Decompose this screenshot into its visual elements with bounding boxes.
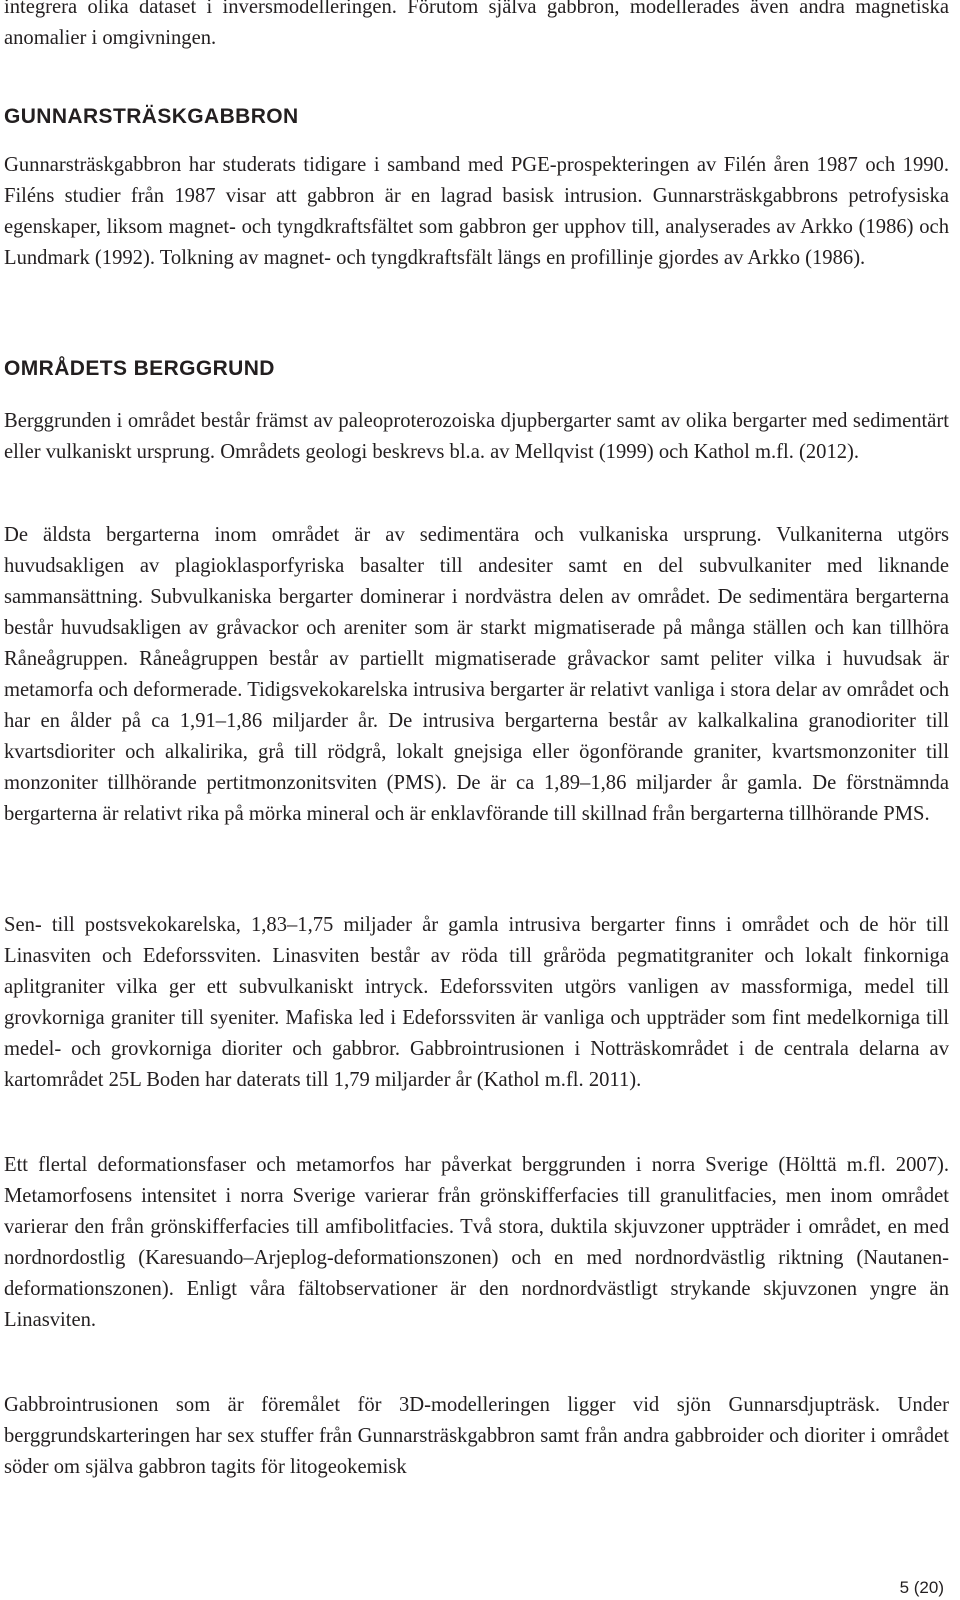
page-number: 5 (20) [899,1578,944,1597]
section-heading-gabbro: GUNNARSTRÄSKGABBRON [4,105,299,128]
section-heading-bedrock: OMRÅDETS BERGGRUND [4,357,275,380]
intro-paragraph: integrera olika dataset i inversmodelleringen. Förutom själva gabbron, modellerades även andra magnetiska anomalier i omgivningen. [4,0,949,49]
bedrock-paragraph-2: De äldsta bergarterna inom området är av sedimentära och vulkaniska ursprung. Vulkaniterna utgörs huvudsakligen av plagioklasporfyriska basalter till andesiter samt en del subvulkaniter med liknande sammansättning. Subvulkaniska bergarter dominerar i nordvästra delen av området. De sedimentära bergarterna består huvudsakligen av gråvackor och areniter som är starkt migmatiserade på många ställen och kan tillhöra Råneågruppen. Råneågruppen består av partiellt migmatiserade gråvackor samt peliter vilka i huvudsak är metamorfa och deformerade. Tidigsvekokarelska intrusiva bergarter är relativt vanliga i stora delar av området och har en ålder på ca 1,91–1,86 miljarder år. De intrusiva bergarterna består av kalkalkalina granodioriter till kvartsdioriter och alkalirika, grå till rödgrå, lokalt gnejsiga eller ögonförande graniter, kvartsmonzoniter till monzoniter tillhörande pertitmonzonitsviten (PMS). De är ca 1,89–1,86 miljarder år gamla. De förstnämnda bergarterna är relativt rika på mörka mineral och är enklavförande till skillnad från bergarterna tillhörande PMS. [4,524,949,825]
bedrock-paragraph-4: Ett flertal deformationsfaser och metamorfos har påverkat berggrunden i norra Sverige (Hölttä m.fl. 2007). Metamorfosens intensitet i norra Sverige varierar från grönskifferfacies till granulitfacies, men inom området varierar den från grönskifferfacies till amfibolitfacies. Två stora, duktila skjuvzoner uppträder i området, en med nordnordostlig (Karesuando–Arjeplog-deformationszonen) och en med nordnordvästlig riktning (Nautanen-deformationszonen). Enligt våra fältobservationer är den nordnordvästligt strykande skjuvzonen yngre än Linasviten. [4,1154,949,1331]
bedrock-paragraph-5: Gabbrointrusionen som är föremålet för 3D-modelleringen ligger vid sjön Gunnarsdjupträsk. Under berggrundskarteringen har sex stuffer från Gunnarsträskgabbron samt från andra gabbroider och dioriter i området söder om själva gabbron tagits för litogeokemisk [4,1394,949,1478]
gabbro-paragraph: Gunnarsträskgabbron har studerats tidigare i samband med PGE-prospekteringen av Filén åren 1987 och 1990. Filéns studier från 1987 visar att gabbron är en lagrad basisk intrusion. Gunnarsträskgabbrons petrofysiska egenskaper, liksom magnet- och tyngdkraftsfältet som gabbron ger upphov till, analyserades av Arkko (1986) och Lundmark (1992). Tolkning av magnet- och tyngdkraftsfält längs en profillinje gjordes av Arkko (1986). [4,154,949,269]
bedrock-paragraph-3: Sen- till postsvekokarelska, 1,83–1,75 miljader år gamla intrusiva bergarter finns i området och de hör till Linasviten och Edeforssviten. Linasviten består av röda till gråröda pegmatitgraniter och lokalt finkorniga aplitgraniter vilka ger ett subvulkaniskt intryck. Edeforssviten utgörs vanligen av massformiga, medel till grovkorniga graniter till syeniter. Mafiska led i Edeforssviten är vanliga och uppträder som fint medelkorniga till medel- och grovkorniga dioriter och gabbror. Gabbrointrusionen i Notträskområdet i de centrala delarna av kartområdet 25L Boden har daterats till 1,79 miljarder år (Kathol m.fl. 2011). [4,914,949,1091]
bedrock-paragraph-1: Berggrunden i området består främst av paleoproterozoiska djupbergarter samt av olika bergarter med sedimentärt eller vulkaniskt ursprung. Områdets geologi beskrevs bl.a. av Mellqvist (1999) och Kathol m.fl. (2012). [4,410,949,463]
